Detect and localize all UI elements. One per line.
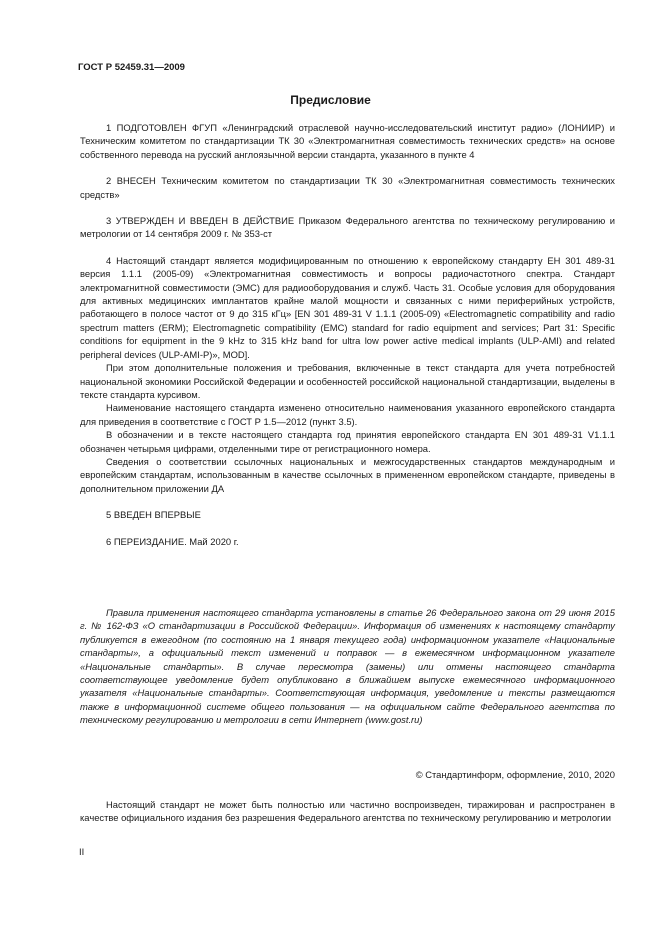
paragraph-1: 1 ПОДГОТОВЛЕН ФГУП «Ленинградский отраслевой научно-исследовательский институт радио» (ЛОНИИР) и Техническим комитетом по стандартизации ТК 30 «Электромагнитная совместимость технических средств» на основе собственного перевода на русский англоязычной версии стандарта, указанного в пункте 4 xyxy=(80,122,615,160)
section-heading: Предисловие xyxy=(290,93,371,107)
paragraph-4-note-4: Сведения о соответствии ссылочных национальных и межгосударственных стандартов международным и европейским стандартам, использованным в качестве ссылочных в примененном европейском стандарте, приведены в дополнительном приложении ДА xyxy=(80,455,615,494)
paragraph-4-note-2: Наименование настоящего стандарта изменено относительно наименования указанного европейского стандарта для приведения в соответствие с ГОСТ Р 1.5—2012 (пункт 3.5). xyxy=(80,402,615,427)
page-number: II xyxy=(79,846,85,857)
application-rules-notice: Правила применения настоящего стандарта установлены в статье 26 Федерального закона от 29 июня 2015 г. № 162-ФЗ «О стандартизации в Российской Федерации». Информация об изменениях к настоящему стандарту публикуется в ежегодном (по состоянию на 1 января текущего года) информационном указателе «Национальные стандарты», а официальный текст изменений и поправок — в ежемесячном информационном указателе «Национальные стандарты». В случае пересмотра (замены) или отмены настоящего стандарта соответствующее уведомление будет опубликовано в ближайшем выпуске ежемесячного информационного указателя «Национальные стандарты». Соответствующая информация, уведомление и тексты размещаются также в информационной системе общего пользования — на официальном сайте Федерального агентства по техническому регулированию и метрологии в сети Интернет (www.gost.ru) xyxy=(80,607,615,726)
paragraph-6: 6 ПЕРЕИЗДАНИЕ. Май 2020 г. xyxy=(106,535,239,547)
paragraph-4-note-3: В обозначении и в тексте настоящего стандарта год принятия европейского стандарта EN 301 489-31 V1.1.1 обозначен четырьмя цифрами, отделенными тире от регистрационного номера. xyxy=(80,429,615,454)
paragraph-2: 2 ВНЕСЕН Техническим комитетом по стандартизации ТК 30 «Электромагнитная совместимость технических средств» xyxy=(80,175,615,200)
document-code: ГОСТ Р 52459.31—2009 xyxy=(78,62,185,73)
copyright-line: © Стандартинформ, оформление, 2010, 2020 xyxy=(415,769,615,780)
foreword-body xyxy=(80,121,615,548)
reproduction-rights: Настоящий стандарт не может быть полностью или частично воспроизведен, тиражирован и распространен в качестве официального издания без разрешения Федерального агентства по техническому регулированию и метрологии xyxy=(80,799,615,824)
paragraph-5: 5 ВВЕДЕН ВПЕРВЫЕ xyxy=(106,509,201,521)
paragraph-3: 3 УТВЕРЖДЕН И ВВЕДЕН В ДЕЙСТВИЕ Приказом Федерального агентства по техническому регулированию и метрологии от 14 сентября 2009 г. № 353-ст xyxy=(80,215,615,240)
paragraph-4-note-1: При этом дополнительные положения и требования, включенные в текст стандарта для учета потребностей национальной экономики Российской Федерации и особенностей российской национальной стандартизации, выделены в тексте стандарта курсивом. xyxy=(80,362,615,400)
paragraph-4: 4 Настоящий стандарт является модифицированным по отношению к европейскому стандарту ЕН 301 489-31 версия 1.1.1 (2005-09) «Электромагнитная совместимость и вопросы радиочастотного спектра. Стандарт электромагнитной совместимости (ЭМС) для радиооборудования и служб. Часть 31. Особые условия для оборудования для активных медицинских имплантатов крайне малой мощности и связанных с ними периферийных устройств, работающего в полосе частот от 9 до 315 кГц» [EN 301 489-31 V 1.1.1 (2005-09) «Electromagnetic compatibility and radio spectrum matters (ERM); Electromagnetic compatibility (EMC) standard for radio equipment and services; Part 31: Specific conditions for equipment in the 9 kHz to 315 kHz band for ultra low power active medical implants (ULP-AMI) and related peripheral devices (ULP-AMI-P)», MOD]. xyxy=(80,254,615,360)
